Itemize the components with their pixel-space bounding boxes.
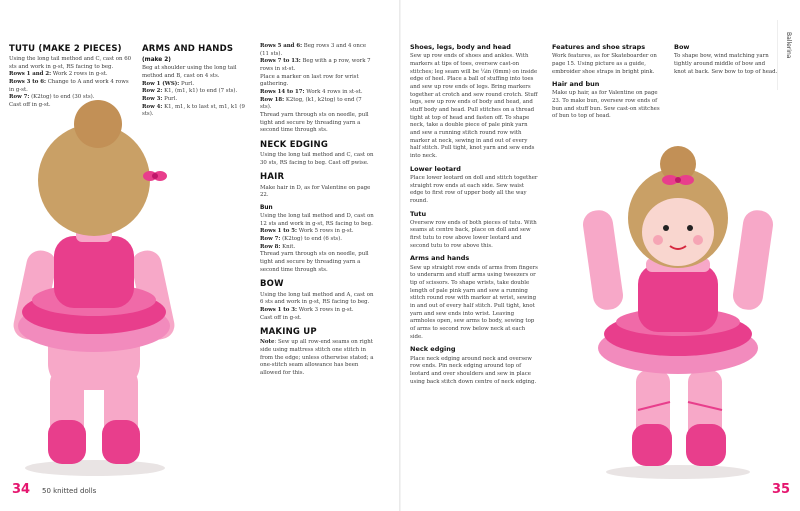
tutu-instructions: Using the long tail method and C, cast on 60 sts and work in g-st, RS facing to beg. Rows 1 and 2: Work 2 rows in g-st. Rows 3 to 6: Change to A and work 4 rows in g-st. Row 7: (K2tog) to end (30 sts). Cast off in g-st. (9, 56, 132, 109)
hair-text: Make hair in D, as for Valentine on page 22. (260, 184, 371, 199)
arms-heading-sub: (make 2) (142, 57, 171, 64)
tutu-make-text: Oversew row ends of both pieces of tutu. With seams at centre back, place on doll and sew first tutu to row above lower leotard and second tutu to row above this. (410, 219, 537, 249)
arms-continued: Rows 5 and 6: Beg rows 3 and 4 once (11 sts). Rows 7 to 13: Beg with a p row, work 7 rows in st-st. Place a marker on last row for wrist gathering. Rows 14 to 17: Work 4 rows in st-st. Row 18: K2tog, (k1, k2tog) to end (7 sts). Thread yarn through sts on needle, pull tight and secure by threading yarn a second time through sts. (260, 43, 371, 134)
left-col-2 (142, 43, 250, 123)
making-up-heading: MAKING UP (260, 327, 317, 338)
arms-make-text: Sew up straight row ends of arms from fingers to underarm and stuff arms using tweezers or tip of scissors. To shape wrists, take double length of pale pink yarn and sew a running stitch round row with marker at wrist, sewing in and out of every half stitch. Pull tight, knot yarn and sew ends into wrist. Leaving armholes open, sew arms to body, sewing top of arms to second row below neck at each side. (410, 264, 538, 340)
right-col-1 (410, 43, 538, 390)
hair-heading: HAIR (260, 172, 285, 183)
neck-edging-heading: NECK EDGING (260, 140, 328, 151)
neck-make-text: Place neck edging around neck and oversew row ends. Pin neck edging around top of leotard and over shoulders and sew in place using back stitch down centre of neck edging. (410, 355, 537, 385)
arms-make-heading: Arms and hands (410, 254, 470, 263)
right-col-3 (674, 43, 778, 80)
bow-make-text: To shape bow, wind matching yarn tightly around middle of bow and knot at back. Sew bow to top of head. (674, 53, 778, 75)
tutu-make-heading: Tutu (410, 209, 427, 218)
left-running-head: 50 knitted dolls (42, 487, 97, 495)
left-col-1 (9, 43, 135, 114)
features-heading: Features and shoe straps (552, 43, 646, 51)
chapter-tab-label: Ballerina (785, 32, 792, 59)
chapter-tab (777, 20, 800, 90)
shoes-heading: Shoes, legs, body and head (410, 43, 511, 51)
bow-heading: BOW (260, 279, 284, 290)
shoes-text: Sew up row ends of shoes and ankles. With markers at tips of toes, oversew cast-on stitches; leg seam will be ¼in (6mm) on inside edge of heel. Place a ball of stuffing into toes and sew up row ends of legs. Bring markers together at crotch and sew round crotch. Stuff legs, sew up row ends of body and head, and stuff body and head. Pull stitches on a thread tight at top of head and fasten off. To shape neck, take a double piece of pale pink yarn and sew a running stitch round row with marker at neck, sewing in and out of every half stitch. Pull tight, knot yarn and sew ends into neck. (410, 53, 538, 159)
gutter (399, 0, 401, 511)
lower-leotard-text: Place lower leotard on doll and stitch together straight row ends at each side. Sew waist edge to first row of upper body all the way round. (410, 174, 538, 204)
right-page-number: 35 (772, 482, 791, 497)
hair-bun-heading: Hair and bun (552, 80, 600, 89)
left-col-3 (260, 43, 374, 382)
left-page-number: 34 (12, 482, 31, 497)
right-col-2 (552, 43, 662, 125)
hair-bun-text: Make up hair, as for Valentine on page 23. To make bun, oversew row ends of bun and stuff bun. Sew cast-on stitches of bun to top of head. (552, 90, 660, 120)
bow-instructions: Using the long tail method and A, cast on 6 sts and work in g-st, RS facing to beg. Rows 1 to 3: Work 3 rows in g-st. Cast off in g-st. (260, 291, 374, 321)
neck-make-heading: Neck edging (410, 345, 456, 354)
neck-edging-text: Using the long tail method and C, cast on 30 sts, RS facing to beg. Cast off pwise. (260, 152, 374, 166)
doll-front-photo (578, 140, 778, 480)
making-up-note: Note: Sew up all row-end seams on right side using mattress stitch one stitch in from the edge; unless otherwise stated; a one-stitch seam allowance has been allowed for this. (260, 339, 374, 376)
arms-heading: ARMS AND HANDS (142, 44, 234, 54)
lower-leotard-heading: Lower leotard (410, 164, 461, 173)
bun-instructions: Using the long tail method and D, cast on 12 sts and work in g-st, RS facing to beg. Rows 1 to 5: Work 5 rows in g-st. Row 7: (K2tog) to end (6 sts). Row 8: Knit. Thread yarn through sts on needle, pull tight and secure by threading yarn a second time through sts. (260, 213, 374, 273)
features-text: Work features, as for Skateboarder on page 15. Using picture as a guide, embroider shoe straps in bright pink. (552, 53, 657, 75)
arms-instructions: Beg at shoulder using the long tail method and B, cast on 4 sts. Row 1 (WS): Purl. Row 2: K1, (m1, k1) to end (7 sts). Row 3: Purl. Row 4: K1, m1, k to last st, m1, k1 (9 sts). (142, 65, 245, 118)
bun-heading: Bun (260, 204, 273, 211)
tutu-heading: TUTU (MAKE 2 PIECES) (9, 44, 122, 54)
bow-make-heading: Bow (674, 43, 690, 51)
